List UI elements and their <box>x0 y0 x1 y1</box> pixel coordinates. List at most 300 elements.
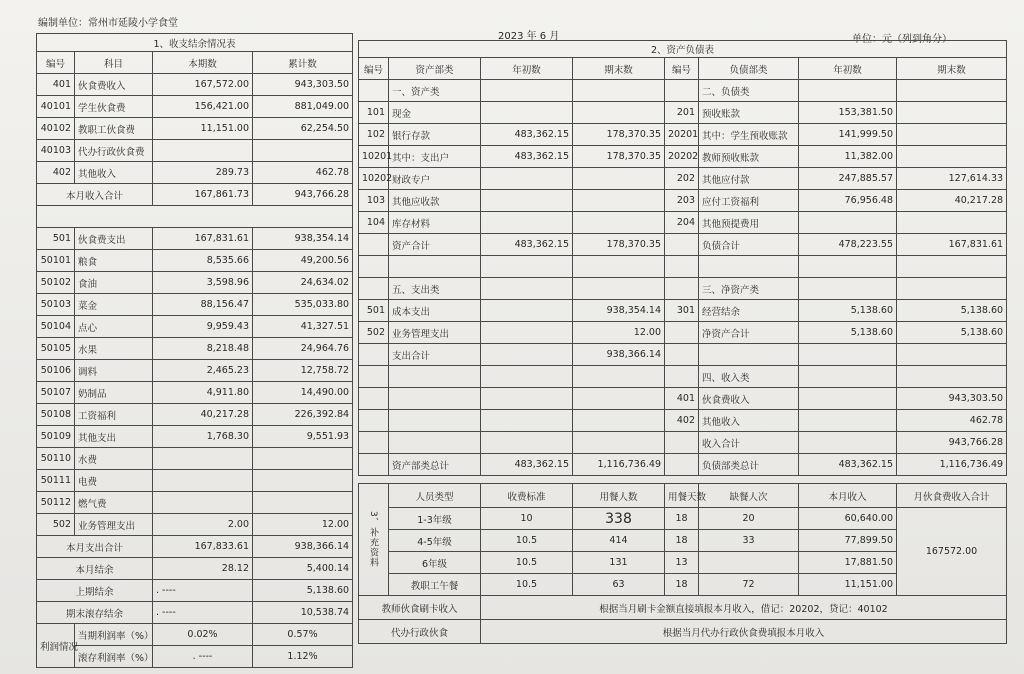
account-code: 50108 <box>37 404 75 426</box>
table-row <box>37 624 353 646</box>
table-row <box>37 118 353 140</box>
liability-name <box>699 344 799 366</box>
asset-code <box>359 410 389 432</box>
liability-begin-value <box>799 278 897 300</box>
current-value: 4,911.80 <box>153 382 253 404</box>
meal-days: 13 <box>665 552 699 574</box>
table-row <box>37 34 353 52</box>
liability-name: 净资产合计 <box>699 322 799 344</box>
liability-name: 其他应付款 <box>699 168 799 190</box>
asset-begin-value <box>481 322 573 344</box>
cumulative-value <box>253 140 353 162</box>
asset-code: 102 <box>359 124 389 146</box>
current-value: 9,959.43 <box>153 316 253 338</box>
current-value: 167,831.61 <box>153 228 253 250</box>
table-row <box>37 536 353 558</box>
current-value: 11,151.00 <box>153 118 253 140</box>
asset-code: 104 <box>359 212 389 234</box>
account-code: 40101 <box>37 96 75 118</box>
account-name: 粮食 <box>75 250 153 272</box>
liability-name: 预收账款 <box>699 102 799 124</box>
liability-end-value: 5,138.60 <box>897 300 1007 322</box>
asset-code <box>359 366 389 388</box>
table-row <box>359 124 1007 146</box>
table-row <box>37 52 353 74</box>
cumulative-value: 41,327.51 <box>253 316 353 338</box>
fee-rate: 10.5 <box>481 530 573 552</box>
cumulative-value: 462.78 <box>253 162 353 184</box>
asset-end-value: 178,370.35 <box>573 124 665 146</box>
table-row <box>37 140 353 162</box>
table-row <box>37 338 353 360</box>
note-label: 代办行政伙食 <box>359 620 481 644</box>
asset-begin-value <box>481 366 573 388</box>
liability-end-value: 5,138.60 <box>897 322 1007 344</box>
account-name: 水费 <box>75 448 153 470</box>
column-header: 科目 <box>75 52 153 74</box>
liability-name <box>699 256 799 278</box>
note-text: 根据当月刷卡金额直接填报本月收入，借记：20202，贷记：40102 <box>481 596 1007 620</box>
asset-end-value <box>573 388 665 410</box>
liability-begin-value: 153,381.50 <box>799 102 897 124</box>
cumulative-value: 9,551.93 <box>253 426 353 448</box>
liability-code: 20201 <box>665 124 699 146</box>
asset-end-value <box>573 168 665 190</box>
liability-end-value: 462.78 <box>897 410 1007 432</box>
table-row <box>37 74 353 96</box>
section-title: 2、资产负债表 <box>359 41 1007 58</box>
account-name: 点心 <box>75 316 153 338</box>
monthly-income: 17,881.50 <box>799 552 897 574</box>
asset-code: 10202 <box>359 168 389 190</box>
liability-code: 202 <box>665 168 699 190</box>
liability-code <box>665 80 699 102</box>
table-row <box>359 508 1007 530</box>
missed-meals <box>699 552 799 574</box>
table-row <box>37 228 353 250</box>
liability-name: 四、收入类 <box>699 366 799 388</box>
cumulative-value <box>253 448 353 470</box>
asset-begin-value <box>481 80 573 102</box>
cumulative-value: 943,303.50 <box>253 74 353 96</box>
column-header: 用餐天数 <box>665 484 699 508</box>
table-row <box>359 596 1007 620</box>
column-header: 年初数 <box>799 58 897 80</box>
account-code: 50112 <box>37 492 75 514</box>
liability-end-value <box>897 366 1007 388</box>
income-expense-table <box>36 33 353 668</box>
account-name: 调料 <box>75 360 153 382</box>
monthly-income-total: 167572.00 <box>897 508 1007 596</box>
table-row <box>359 58 1007 80</box>
liability-name: 二、负债类 <box>699 80 799 102</box>
current-value: 2.00 <box>153 514 253 536</box>
account-name: 代办行政伙食费 <box>75 140 153 162</box>
asset-name: 五、支出类 <box>389 278 481 300</box>
asset-begin-value <box>481 102 573 124</box>
account-name: 工资福利 <box>75 404 153 426</box>
current-value: 2,465.23 <box>153 360 253 382</box>
current-value: . ---- <box>153 646 253 668</box>
summary-label: 期末滚存结余 <box>37 602 153 624</box>
summary-label: 上期结余 <box>37 580 153 602</box>
diner-count: 131 <box>573 552 665 574</box>
current-value: 40,217.28 <box>153 404 253 426</box>
account-code: 50106 <box>37 360 75 382</box>
current-value: . ---- <box>153 580 253 602</box>
asset-name: 其中：支出户 <box>389 146 481 168</box>
column-header: 年初数 <box>481 58 573 80</box>
account-code: 401 <box>37 74 75 96</box>
missed-meals: 33 <box>699 530 799 552</box>
liability-end-value <box>897 124 1007 146</box>
summary-label: 本月结余 <box>37 558 153 580</box>
table-row <box>359 432 1007 454</box>
liability-name: 伙食费收入 <box>699 388 799 410</box>
liability-name: 其中：学生预收账款 <box>699 124 799 146</box>
liability-end-value <box>897 256 1007 278</box>
current-value: 0.02% <box>153 624 253 646</box>
column-header: 人员类型 <box>389 484 481 508</box>
asset-name: 其他应收款 <box>389 190 481 212</box>
fee-rate: 10.5 <box>481 552 573 574</box>
liability-code <box>665 234 699 256</box>
account-code: 50107 <box>37 382 75 404</box>
liability-begin-value <box>799 366 897 388</box>
asset-name: 一、资产类 <box>389 80 481 102</box>
account-name: 菜金 <box>75 294 153 316</box>
table-row <box>37 382 353 404</box>
asset-code <box>359 278 389 300</box>
asset-code <box>359 454 389 476</box>
asset-begin-value <box>481 410 573 432</box>
liability-name: 负债部类总计 <box>699 454 799 476</box>
person-type: 1-3年级 <box>389 508 481 530</box>
cumulative-value: 24,964.76 <box>253 338 353 360</box>
table-row <box>359 322 1007 344</box>
monthly-income: 11,151.00 <box>799 574 897 596</box>
asset-end-value <box>573 212 665 234</box>
table-row <box>37 250 353 272</box>
liability-name: 经营结余 <box>699 300 799 322</box>
liability-begin-value <box>799 344 897 366</box>
liability-begin-value: 76,956.48 <box>799 190 897 212</box>
cumulative-value: 881,049.00 <box>253 96 353 118</box>
account-code: 50102 <box>37 272 75 294</box>
balance-sheet-table <box>358 40 1007 476</box>
cumulative-value: 0.57% <box>253 624 353 646</box>
asset-name: 资产合计 <box>389 234 481 256</box>
asset-end-value: 178,370.35 <box>573 146 665 168</box>
asset-name <box>389 388 481 410</box>
asset-begin-value: 483,362.15 <box>481 234 573 256</box>
asset-end-value: 938,366.14 <box>573 344 665 366</box>
table-row <box>37 514 353 536</box>
table-row <box>37 184 353 206</box>
asset-end-value <box>573 366 665 388</box>
cumulative-value: 14,490.00 <box>253 382 353 404</box>
column-header: 月伙食费收入合计 <box>897 484 1007 508</box>
asset-name <box>389 410 481 432</box>
account-code: 50110 <box>37 448 75 470</box>
liability-begin-value: 141,999.50 <box>799 124 897 146</box>
asset-end-value <box>573 278 665 300</box>
asset-name <box>389 432 481 454</box>
asset-code: 502 <box>359 322 389 344</box>
asset-code: 10201 <box>359 146 389 168</box>
asset-code <box>359 80 389 102</box>
liability-name: 其他收入 <box>699 410 799 432</box>
table-row <box>37 96 353 118</box>
table-row <box>359 190 1007 212</box>
account-name: 教职工伙食费 <box>75 118 153 140</box>
liability-end-value <box>897 344 1007 366</box>
column-header: 负债部类 <box>699 58 799 80</box>
table-row <box>37 580 353 602</box>
note-text: 根据当月代办行政伙食费填报本月收入 <box>481 620 1007 644</box>
liability-end-value <box>897 80 1007 102</box>
liability-name: 其他预提费用 <box>699 212 799 234</box>
cumulative-value <box>253 492 353 514</box>
column-header: 资产部类 <box>389 58 481 80</box>
table-row <box>359 410 1007 432</box>
current-value: 28.12 <box>153 558 253 580</box>
account-name: 奶制品 <box>75 382 153 404</box>
unit-label: 编制单位：常州市延陵小学食堂 <box>38 18 178 29</box>
section-title: 1、收支结余情况表 <box>37 34 353 52</box>
column-header: 期末数 <box>897 58 1007 80</box>
person-type: 6年级 <box>389 552 481 574</box>
diner-count: 414 <box>573 530 665 552</box>
account-name: 伙食费支出 <box>75 228 153 250</box>
asset-end-value: 938,354.14 <box>573 300 665 322</box>
cumulative-value: 10,538.74 <box>253 602 353 624</box>
asset-name: 现金 <box>389 102 481 124</box>
asset-begin-value <box>481 168 573 190</box>
asset-name: 财政专户 <box>389 168 481 190</box>
liability-name: 三、净资产类 <box>699 278 799 300</box>
liability-begin-value <box>799 256 897 278</box>
liability-end-value <box>897 212 1007 234</box>
column-header: 本月收入 <box>799 484 897 508</box>
liability-end-value: 167,831.61 <box>897 234 1007 256</box>
asset-name <box>389 366 481 388</box>
liability-code <box>665 256 699 278</box>
cumulative-value: 62,254.50 <box>253 118 353 140</box>
table-row <box>359 344 1007 366</box>
liability-code: 20202 <box>665 146 699 168</box>
asset-begin-value: 483,362.15 <box>481 124 573 146</box>
asset-begin-value: 483,362.15 <box>481 146 573 168</box>
table-row <box>359 212 1007 234</box>
table-row <box>37 426 353 448</box>
column-header: 收费标准 <box>481 484 573 508</box>
liability-begin-value: 483,362.15 <box>799 454 897 476</box>
liability-code <box>665 344 699 366</box>
cumulative-value: 5,400.14 <box>253 558 353 580</box>
table-row <box>359 168 1007 190</box>
asset-begin-value <box>481 344 573 366</box>
note-label: 教师伙食刷卡收入 <box>359 596 481 620</box>
table-row <box>359 388 1007 410</box>
meal-days: 18 <box>665 530 699 552</box>
liability-name: 负债合计 <box>699 234 799 256</box>
column-header: 缺餐人次 <box>699 484 799 508</box>
liability-begin-value: 478,223.55 <box>799 234 897 256</box>
diner-count: 63 <box>573 574 665 596</box>
person-type: 教职工午餐 <box>389 574 481 596</box>
fee-rate: 10.5 <box>481 574 573 596</box>
table-row <box>37 558 353 580</box>
asset-begin-value <box>481 212 573 234</box>
profit-row-label: 滚存利润率（%） <box>75 646 153 668</box>
column-header: 本期数 <box>153 52 253 74</box>
cumulative-value: 5,138.60 <box>253 580 353 602</box>
column-header: 期末数 <box>573 58 665 80</box>
current-value: . ---- <box>153 602 253 624</box>
liability-begin-value: 11,382.00 <box>799 146 897 168</box>
table-row <box>359 484 1007 508</box>
table-row <box>37 162 353 184</box>
table-row <box>359 300 1007 322</box>
asset-code <box>359 388 389 410</box>
account-code: 501 <box>37 228 75 250</box>
table-row <box>37 206 353 228</box>
asset-code: 103 <box>359 190 389 212</box>
liability-begin-value: 247,885.57 <box>799 168 897 190</box>
asset-begin-value <box>481 388 573 410</box>
account-code: 50104 <box>37 316 75 338</box>
account-code: 40102 <box>37 118 75 140</box>
asset-end-value <box>573 256 665 278</box>
asset-begin-value <box>481 278 573 300</box>
liability-begin-value: 5,138.60 <box>799 300 897 322</box>
table-row <box>37 404 353 426</box>
missed-meals: 20 <box>699 508 799 530</box>
summary-label: 本月支出合计 <box>37 536 153 558</box>
table-row <box>37 646 353 668</box>
account-name: 水果 <box>75 338 153 360</box>
income-total-label: 本月收入合计 <box>37 184 153 206</box>
liability-code <box>665 366 699 388</box>
account-code: 402 <box>37 162 75 184</box>
current-value: 167,861.73 <box>153 184 253 206</box>
table-row <box>37 602 353 624</box>
asset-code <box>359 344 389 366</box>
account-name: 其他支出 <box>75 426 153 448</box>
current-value <box>153 140 253 162</box>
current-value <box>153 448 253 470</box>
diner-count: 338 <box>573 508 665 530</box>
liability-name: 应付工资福利 <box>699 190 799 212</box>
liability-code: 203 <box>665 190 699 212</box>
monthly-income: 77,899.50 <box>799 530 897 552</box>
person-type: 4-5年级 <box>389 530 481 552</box>
asset-end-value: 178,370.35 <box>573 234 665 256</box>
account-code: 502 <box>37 514 75 536</box>
liability-begin-value <box>799 432 897 454</box>
current-value: 88,156.47 <box>153 294 253 316</box>
cumulative-value: 24,634.02 <box>253 272 353 294</box>
table-row <box>359 41 1007 58</box>
liability-code <box>665 278 699 300</box>
cumulative-value: 12.00 <box>253 514 353 536</box>
asset-name: 库存材料 <box>389 212 481 234</box>
asset-name: 资产部类总计 <box>389 454 481 476</box>
cumulative-value: 226,392.84 <box>253 404 353 426</box>
liability-end-value <box>897 102 1007 124</box>
table-row <box>37 360 353 382</box>
meal-days: 18 <box>665 574 699 596</box>
asset-code <box>359 432 389 454</box>
asset-name: 银行存款 <box>389 124 481 146</box>
liability-begin-value <box>799 80 897 102</box>
table-row <box>359 146 1007 168</box>
table-row <box>37 492 353 514</box>
currency-label: 单位：元（列到角分） <box>852 34 952 45</box>
account-code: 40103 <box>37 140 75 162</box>
account-code: 50105 <box>37 338 75 360</box>
table-row <box>359 234 1007 256</box>
asset-end-value <box>573 102 665 124</box>
liability-end-value: 127,614.33 <box>897 168 1007 190</box>
asset-end-value <box>573 80 665 102</box>
liability-code: 204 <box>665 212 699 234</box>
table-row <box>37 470 353 492</box>
account-name: 燃气费 <box>75 492 153 514</box>
liability-code: 301 <box>665 300 699 322</box>
account-code: 50111 <box>37 470 75 492</box>
account-code: 50103 <box>37 294 75 316</box>
account-code: 50101 <box>37 250 75 272</box>
current-value: 8,535.66 <box>153 250 253 272</box>
liability-end-value: 1,116,736.49 <box>897 454 1007 476</box>
asset-name: 支出合计 <box>389 344 481 366</box>
supplement-table <box>358 483 1007 644</box>
fee-rate: 10 <box>481 508 573 530</box>
asset-begin-value: 483,362.15 <box>481 454 573 476</box>
cumulative-value: 938,354.14 <box>253 228 353 250</box>
asset-end-value: 1,116,736.49 <box>573 454 665 476</box>
liability-begin-value <box>799 388 897 410</box>
supplement-label: 3、补充资料 <box>359 484 389 596</box>
column-header: 用餐人数 <box>573 484 665 508</box>
table-row <box>359 366 1007 388</box>
asset-code: 501 <box>359 300 389 322</box>
asset-name: 成本支出 <box>389 300 481 322</box>
cumulative-value <box>253 470 353 492</box>
cumulative-value: 12,758.72 <box>253 360 353 382</box>
account-name: 食油 <box>75 272 153 294</box>
column-header: 编号 <box>37 52 75 74</box>
table-row <box>359 454 1007 476</box>
current-value: 167,833.61 <box>153 536 253 558</box>
current-value: 8,218.48 <box>153 338 253 360</box>
asset-name: 业务管理支出 <box>389 322 481 344</box>
asset-end-value: 12.00 <box>573 322 665 344</box>
column-header: 编号 <box>665 58 699 80</box>
current-value <box>153 470 253 492</box>
current-value: 167,572.00 <box>153 74 253 96</box>
column-header: 累计数 <box>253 52 353 74</box>
account-name: 电费 <box>75 470 153 492</box>
account-name: 其他收入 <box>75 162 153 184</box>
period-label: 2023 年 6 月 <box>498 31 560 42</box>
account-name: 伙食费收入 <box>75 74 153 96</box>
table-row <box>359 80 1007 102</box>
liability-name: 教师预收账款 <box>699 146 799 168</box>
table-row <box>359 620 1007 644</box>
